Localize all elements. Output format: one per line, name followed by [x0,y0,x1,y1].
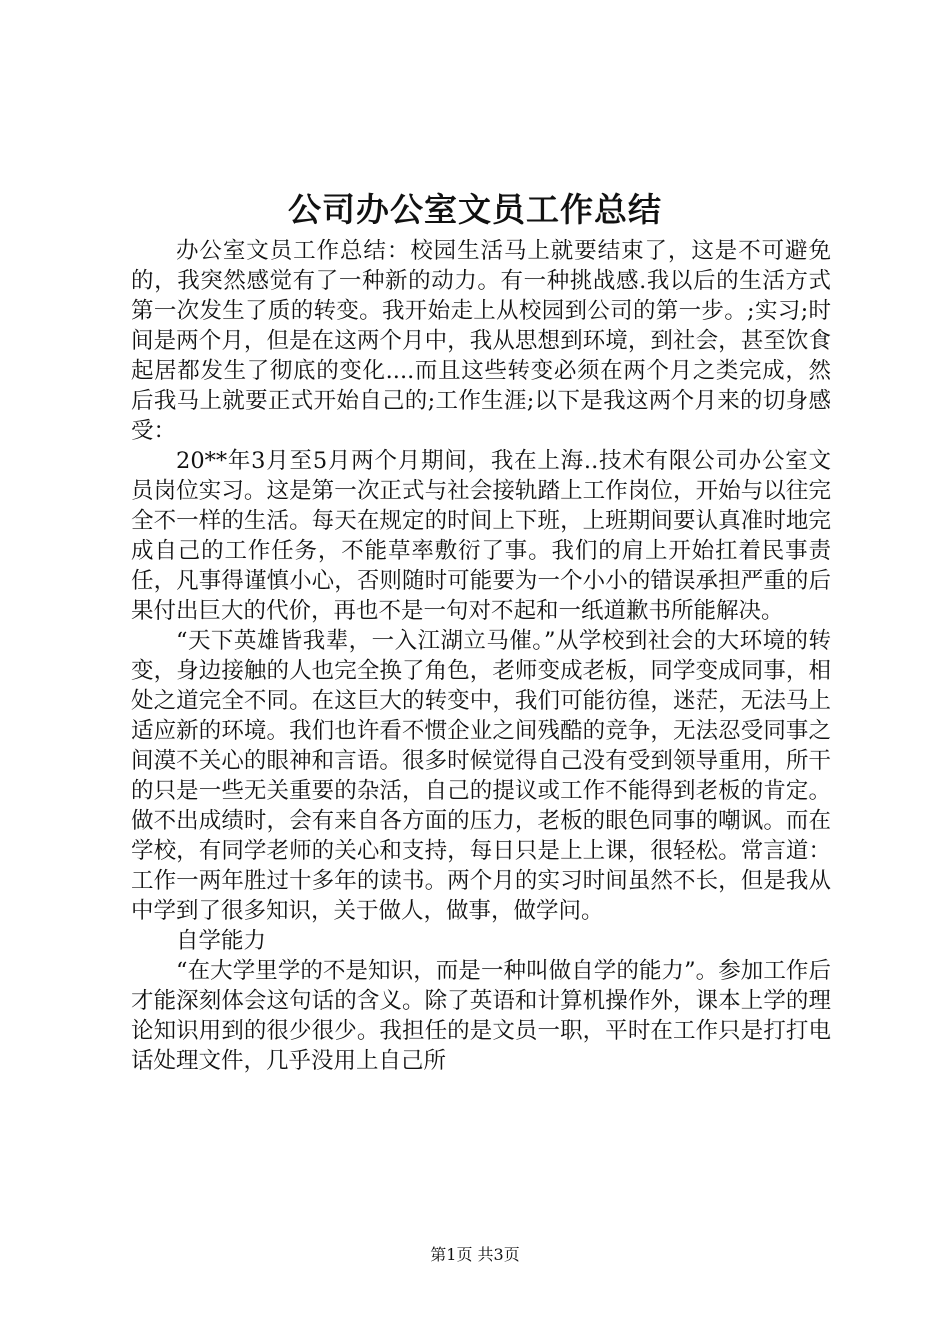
section-heading: 自学能力 [176,928,267,954]
document-title: 公司办公室文员工作总结 [288,190,662,229]
paragraph-intro: 办公室文员工作总结：校园生活马上就要结束了，这是不可避免的，我突然感觉有了一种新的动力。有一种挑战感.我以后的生活方式第一次发生了质的转变。我开始走上从校园到公司的第一步。;实习;时间是两个月，但是在这两个月中，我从思想到环境，到社会，甚至饮食起居都发生了彻底的变化....而且这些转变必须在两个月之类完成，然后我马上就要正式开始自己的;工作生涯;以下是我这两个月来的切身感受： [131,238,831,444]
paragraph-self-study: “在大学里学的不是知识，而是一种叫做自学的能力”。参加工作后才能深刻体会这句话的含义。除了英语和计算机操作外，课本上学的理论知识用到的很少很少。我担任的是文员一职，平时在工作只是打打电话处理文件，几乎没用上自己所 [131,958,831,1074]
page-footer: 第1页 共3页 [430,1245,520,1264]
paragraph-internship: 20**年3月至5月两个月期间，我在上海..技术有限公司办公室文员岗位实习。这是第一次正式与社会接轨踏上工作岗位，开始与以往完全不一样的生活。每天在规定的时间上下班，上班期间要认真准时地完成自己的工作任务，不能草率敷衍了事。我们的肩上开始扛着民事责任，凡事得谨慎小心，否则随时可能要为一个小小的错误承担严重的后果付出巨大的代价，再也不是一句对不起和一纸道歉书所能解决。 [131,448,831,624]
paragraph-transition: “天下英雄皆我辈，一入江湖立马催。”从学校到社会的大环境的转变，身边接触的人也完全换了角色，老师变成老板，同学变成同事，相处之道完全不同。在这巨大的转变中，我们可能彷徨，迷茫，无法马上适应新的环境。我们也许看不惯企业之间残酷的竞争，无法忍受同事之间漠不关心的眼神和言语。很多时候觉得自己没有受到领导重用，所干的只是一些无关重要的杂活，自己的提议或工作不能得到老板的肯定。做不出成绩时，会有来自各方面的压力，老板的眼色同事的嘲讽。而在学校，有同学老师的关心和支持，每日只是上上课，很轻松。常言道：工作一两年胜过十多年的读书。两个月的实习时间虽然不长，但是我从中学到了很多知识，关于做人，做事，做学问。 [131,628,831,924]
document-body [131,236,831,1076]
